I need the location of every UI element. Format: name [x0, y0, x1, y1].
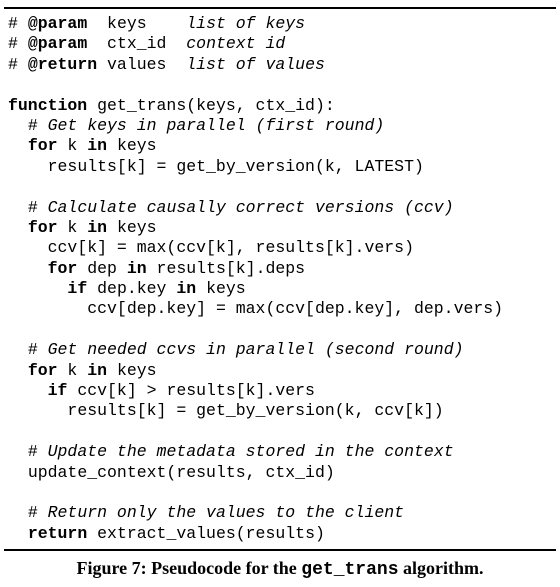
code-line — [8, 75, 556, 95]
indent — [8, 401, 67, 420]
code-line — [8, 238, 556, 258]
comment-text: Get needed ccvs in parallel (second round) — [47, 340, 464, 360]
code-text: update_context(results, ctx_id) — [27, 462, 335, 482]
indent — [8, 116, 28, 135]
keyword: if — [67, 279, 88, 299]
code-text: # — [8, 34, 28, 54]
code-line — [8, 524, 556, 544]
code-line — [8, 422, 556, 442]
code-text: keys — [107, 217, 157, 237]
code-text: results[k] = get_by_version(k, LATEST) — [47, 156, 424, 176]
keyword: @param — [27, 14, 88, 33]
code-text: results[k].deps — [146, 258, 306, 278]
keyword: in — [87, 136, 108, 156]
comment-text: list of keys — [186, 14, 306, 33]
keyword: if — [47, 381, 68, 401]
indent — [8, 463, 28, 482]
code-line — [8, 136, 556, 156]
code-line — [8, 442, 556, 462]
keyword: for — [47, 258, 78, 278]
code-text: keys — [87, 14, 187, 33]
keyword: @return — [27, 54, 98, 74]
code-line — [8, 279, 556, 299]
code-text: k — [57, 136, 88, 156]
code-text: ccv[dep.key] = max(ccv[dep.key], dep.vers) — [87, 299, 504, 319]
indent — [8, 299, 87, 318]
comment-text: Get keys in parallel (first round) — [47, 115, 385, 135]
keyword: function — [8, 95, 88, 115]
caption-prefix: Figure 7: Pseudocode for the — [76, 558, 302, 578]
code-text: k — [57, 217, 88, 237]
code-line — [8, 503, 556, 523]
indent — [8, 238, 48, 257]
code-text: values — [97, 54, 187, 74]
indent — [8, 340, 28, 359]
caption-suffix: algorithm. — [398, 558, 484, 578]
code-line — [8, 198, 556, 218]
code-line — [8, 177, 556, 197]
keyword: for — [27, 360, 58, 380]
code-text: k — [57, 360, 88, 380]
code-line — [8, 116, 556, 136]
keyword: for — [27, 217, 58, 237]
code-line — [8, 259, 556, 279]
comment-text: context id — [186, 34, 286, 54]
code-line — [8, 381, 556, 401]
top-rule — [4, 7, 556, 9]
code-line — [8, 96, 556, 116]
code-text: ccv[k] = max(ccv[k], results[k].vers) — [47, 238, 414, 258]
code-line — [8, 463, 556, 483]
comment-text: list of values — [186, 54, 325, 74]
code-text: ctx_id — [87, 34, 187, 54]
indent — [8, 157, 48, 176]
indent — [8, 361, 28, 380]
indent — [8, 503, 28, 522]
keyword: @param — [27, 34, 88, 54]
indent — [8, 442, 28, 461]
bottom-rule — [4, 549, 556, 551]
keyword: return — [27, 523, 88, 543]
code-line — [8, 218, 556, 238]
comment-text: Return only the values to the client — [47, 503, 405, 523]
code-text: results[k] = get_by_version(k, ccv[k]) — [67, 401, 444, 421]
code-text: dep — [77, 258, 127, 278]
code-text: keys — [107, 360, 157, 380]
keyword: in — [126, 258, 147, 278]
indent — [8, 279, 67, 298]
keyword: for — [27, 136, 58, 156]
indent — [8, 524, 28, 543]
code-text: # — [27, 503, 48, 523]
code-line — [8, 157, 556, 177]
indent — [8, 136, 28, 155]
code-text: ccv[k] > results[k].vers — [67, 381, 315, 401]
pseudocode-block — [8, 14, 556, 544]
indent — [8, 198, 28, 217]
code-text: # — [8, 14, 28, 33]
keyword: in — [87, 217, 108, 237]
indent — [8, 259, 48, 278]
indent — [8, 381, 48, 400]
comment-text: Update the metadata stored in the context — [47, 442, 454, 462]
code-line — [8, 55, 556, 75]
code-line — [8, 361, 556, 381]
code-text: # — [27, 115, 48, 135]
code-text: get_trans(keys, ctx_id): — [87, 95, 335, 115]
code-text: # — [27, 442, 48, 462]
comment-text: Calculate causally correct versions (ccv) — [47, 197, 454, 217]
figure-caption — [0, 558, 560, 580]
code-line — [8, 340, 556, 360]
code-line — [8, 401, 556, 421]
code-text: keys — [196, 279, 246, 299]
code-text: # — [8, 54, 28, 74]
code-text: # — [27, 197, 48, 217]
caption-code: get_trans — [301, 560, 399, 580]
code-text: extract_values(results) — [87, 523, 325, 543]
code-line — [8, 14, 556, 34]
code-text: keys — [107, 136, 157, 156]
code-text: # — [27, 340, 48, 360]
indent — [8, 218, 28, 237]
code-line — [8, 320, 556, 340]
keyword: in — [176, 279, 197, 299]
code-text: dep.key — [87, 279, 177, 299]
code-line — [8, 483, 556, 503]
keyword: in — [87, 360, 108, 380]
code-line — [8, 34, 556, 54]
code-line — [8, 299, 556, 319]
